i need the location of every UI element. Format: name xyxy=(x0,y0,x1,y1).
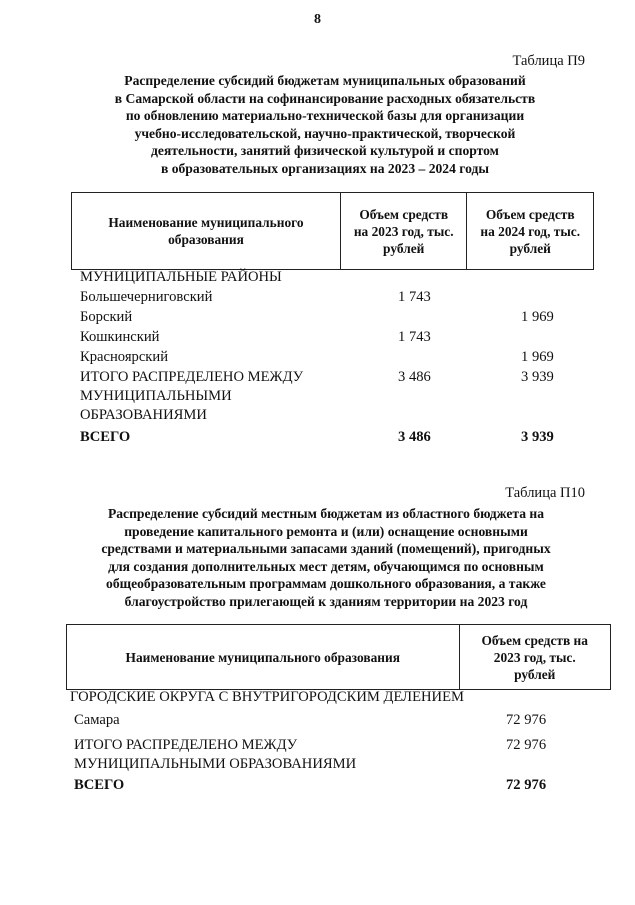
header-2023: Объем средств на 2023 год, тыс. рублей xyxy=(459,625,611,689)
distributed-line: ИТОГО РАСПРЕДЕЛЕНО МЕЖДУ xyxy=(74,737,298,753)
table-p10-caption xyxy=(56,505,596,610)
table-p9-header xyxy=(71,192,594,270)
header-name: Наименование муниципального образования xyxy=(125,649,400,665)
row-name: Борский xyxy=(80,309,133,325)
caption-line: для создания дополнительных мест детям, обучающимся по основным xyxy=(108,558,544,574)
section-title: МУНИЦИПАЛЬНЫЕ РАЙОНЫ xyxy=(80,269,282,285)
row-name: Кошкинский xyxy=(80,329,160,345)
header-2024: Объем средств на 2024 год, тыс. рублей xyxy=(466,193,593,269)
distributed-line: МУНИЦИПАЛЬНЫМИ ОБРАЗОВАНИЯМИ xyxy=(74,756,357,772)
table-p10-header xyxy=(66,624,611,690)
distributed-line: МУНИЦИПАЛЬНЫМИ xyxy=(80,388,232,404)
header-name: Наименование муниципального образования xyxy=(108,215,304,247)
caption-line: проведение капитального ремонта и (или) оснащение основными xyxy=(124,523,528,539)
table-p9-caption xyxy=(60,72,590,177)
page-number: 8 xyxy=(314,12,321,27)
distributed-value-2023: 72 976 xyxy=(506,737,547,753)
distributed-line: ИТОГО РАСПРЕДЕЛЕНО МЕЖДУ xyxy=(80,369,304,385)
table-p10-label: Таблица П10 xyxy=(505,485,585,501)
caption-line: учебно-исследовательской, научно-практической, творческой xyxy=(134,125,516,141)
row-name: Большечерниговский xyxy=(80,289,213,305)
caption-line: в Самарской области на софинансирование расходных обязательств xyxy=(114,90,536,106)
total-value-2024: 3 939 xyxy=(521,429,554,445)
row-value-2023: 1 743 xyxy=(398,289,431,305)
distributed-value-2024: 3 939 xyxy=(521,369,554,385)
total-value-2023: 72 976 xyxy=(506,777,547,793)
total-label: ВСЕГО xyxy=(80,429,131,445)
row-value-2023: 72 976 xyxy=(506,712,547,728)
caption-line: в образовательных организациях на 2023 – 2024 годы xyxy=(160,160,490,176)
caption-line: деятельности, занятий физической культурой и спортом xyxy=(151,143,499,158)
caption-line: общеобразовательным программам дошкольного образования, а также xyxy=(106,576,546,591)
caption-line: благоустройство прилегающей к зданиям территории на 2023 год xyxy=(124,593,528,609)
distributed-value-2023: 3 486 xyxy=(398,369,431,385)
section-title: ГОРОДСКИЕ ОКРУГА С ВНУТРИГОРОДСКИМ ДЕЛЕНИЕМ xyxy=(70,689,464,705)
caption-line: по обновлению материально-технической базы для организации xyxy=(125,108,525,123)
distributed-line: ОБРАЗОВАНИЯМИ xyxy=(80,407,207,423)
table-p9-label: Таблица П9 xyxy=(512,53,585,69)
row-value-2024: 1 969 xyxy=(521,309,554,325)
caption-line: Распределение субсидий местным бюджетам из областного бюджета на xyxy=(107,506,545,521)
row-value-2024: 1 969 xyxy=(521,349,554,365)
row-name: Самара xyxy=(74,712,120,728)
total-value-2023: 3 486 xyxy=(398,429,431,445)
row-value-2023: 1 743 xyxy=(398,329,431,345)
distributed-label xyxy=(80,368,303,425)
caption-line: средствами и материальными запасами зданий (помещений), пригодных xyxy=(101,541,551,556)
caption-line: Распределение субсидий бюджетам муниципальных образований xyxy=(124,73,526,88)
total-label: ВСЕГО xyxy=(74,777,125,793)
distributed-label xyxy=(74,736,356,774)
header-2023: Объем средств на 2023 год, тыс. рублей xyxy=(340,193,467,269)
row-name: Красноярский xyxy=(80,349,169,365)
